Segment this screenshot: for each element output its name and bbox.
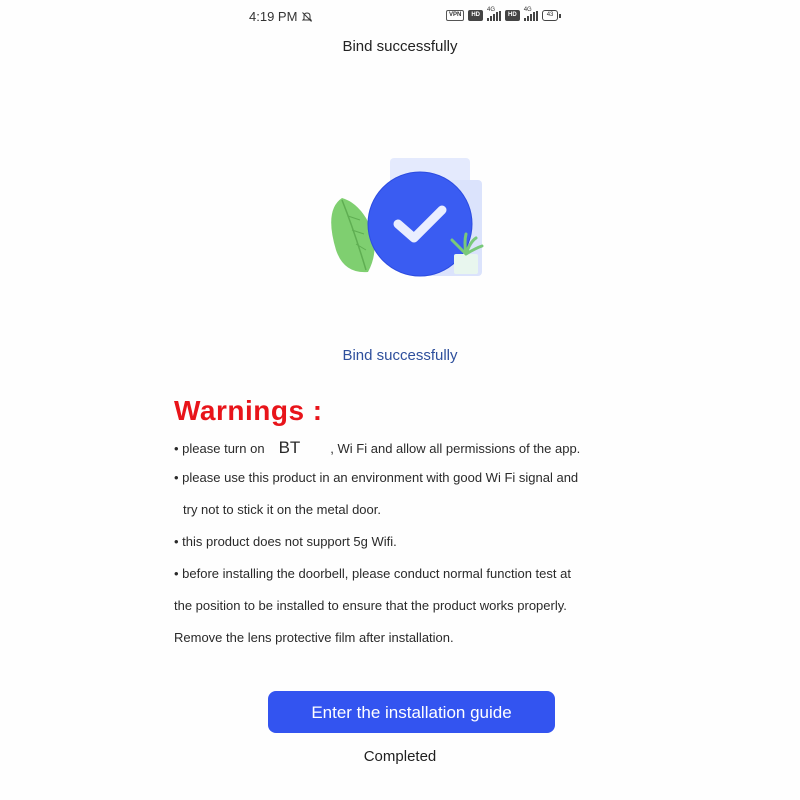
warning-line-2a: • please use this product in an environment with good Wi Fi signal and bbox=[174, 470, 579, 485]
signal-icon-1 bbox=[487, 6, 501, 21]
completed-button[interactable]: Completed bbox=[363, 748, 437, 765]
battery-level: 43 bbox=[542, 10, 559, 21]
signal-icon-2 bbox=[523, 6, 538, 21]
status-time-text: 4:19 PM bbox=[249, 9, 298, 24]
success-illustration bbox=[320, 150, 500, 290]
plant-pot-icon bbox=[454, 254, 478, 274]
battery-icon bbox=[542, 10, 562, 21]
bt-label: BT bbox=[278, 438, 301, 457]
installation-guide-button[interactable]: Enter the installation guide bbox=[268, 691, 555, 733]
network-label-1: 4G bbox=[487, 6, 496, 13]
warnings-title: Warnings : bbox=[174, 395, 323, 426]
status-time bbox=[249, 9, 313, 24]
warning-line-4a: • before installing the doorbell, please conduct normal function test at bbox=[174, 566, 571, 581]
warning-line-3: • this product does not support 5g Wifi. bbox=[174, 534, 397, 549]
hd-badge-1: HD bbox=[468, 10, 483, 21]
warning-line-1-suffix: , Wi Fi and allow all permissions of the app. bbox=[330, 441, 581, 456]
warning-line-4b: the position to be installed to ensure that the product works properly. bbox=[174, 598, 567, 613]
page-title: Bind successfully bbox=[342, 38, 458, 55]
hd-badge-2: HD bbox=[505, 10, 520, 21]
vpn-badge: VPN bbox=[446, 10, 464, 21]
warning-line-1 bbox=[174, 438, 580, 458]
warning-line-1-prefix: • please turn on bbox=[174, 441, 265, 456]
network-label-2: 4G bbox=[523, 6, 532, 13]
bind-status-label: Bind successfully bbox=[342, 347, 458, 364]
warning-line-4c: Remove the lens protective film after installation. bbox=[174, 630, 454, 645]
warning-line-2b: try not to stick it on the metal door. bbox=[183, 502, 381, 517]
leaf-icon bbox=[331, 198, 374, 272]
mute-icon bbox=[301, 11, 313, 23]
status-indicators bbox=[446, 6, 561, 21]
